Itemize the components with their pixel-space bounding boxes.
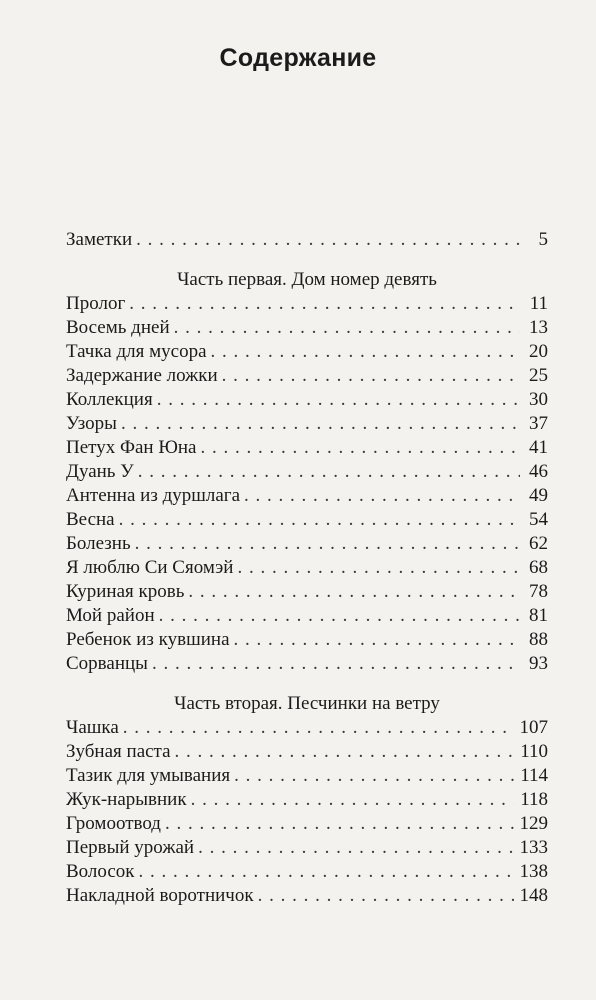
toc-entry-page: 20 bbox=[529, 341, 548, 362]
toc-entry bbox=[66, 812, 548, 836]
toc-entry-page: 133 bbox=[519, 837, 548, 858]
dot-leader bbox=[157, 388, 520, 412]
toc-entry-label: Куриная кровь bbox=[66, 581, 185, 602]
dot-leader bbox=[200, 436, 520, 460]
part-heading: Часть вторая. Песчинки на ветру bbox=[174, 693, 440, 714]
toc-entry-page: 46 bbox=[529, 461, 548, 482]
toc-entry-page: 49 bbox=[529, 485, 548, 506]
toc-entry-label: Тазик для умывания bbox=[66, 765, 231, 786]
toc-entry bbox=[66, 860, 548, 884]
dot-leader bbox=[188, 580, 520, 604]
toc-entry bbox=[66, 460, 548, 484]
dot-leader bbox=[135, 532, 520, 556]
toc-entry-page: 37 bbox=[529, 413, 548, 434]
toc-entry bbox=[66, 364, 548, 388]
toc-entry-label: Сорванцы bbox=[66, 653, 148, 674]
dot-leader bbox=[222, 364, 520, 388]
toc-entry-intro bbox=[66, 228, 548, 252]
toc-entry-label: Зубная паста bbox=[66, 741, 171, 762]
toc-entry bbox=[66, 484, 548, 508]
toc-entry bbox=[66, 740, 548, 764]
dot-leader bbox=[191, 788, 515, 812]
toc-entry-label: Весна bbox=[66, 509, 115, 530]
toc-entry-page: 129 bbox=[519, 813, 548, 834]
toc-entry bbox=[66, 764, 548, 788]
dot-leader bbox=[121, 412, 520, 436]
toc-entry-page: 13 bbox=[529, 317, 548, 338]
toc-entry bbox=[66, 508, 548, 532]
dot-leader bbox=[138, 460, 520, 484]
toc-entry-label: Волосок bbox=[66, 861, 135, 882]
toc-entry bbox=[66, 532, 548, 556]
dot-leader bbox=[119, 508, 520, 532]
toc-entry-label: Дуань У bbox=[66, 461, 134, 482]
toc-entry-page: 107 bbox=[519, 717, 548, 738]
toc-entry bbox=[66, 836, 548, 860]
toc-entry-page: 114 bbox=[520, 765, 548, 786]
toc-entry-page: 25 bbox=[529, 365, 548, 386]
toc-entry-page: 30 bbox=[529, 389, 548, 410]
toc-entry-label: Задержание ложки bbox=[66, 365, 218, 386]
toc-entry-label: Коллекция bbox=[66, 389, 153, 410]
dot-leader bbox=[129, 292, 520, 316]
dot-leader bbox=[165, 812, 514, 836]
toc-entry bbox=[66, 412, 548, 436]
toc-entry-label: Я люблю Си Сяомэй bbox=[66, 557, 234, 578]
dot-leader bbox=[234, 628, 520, 652]
toc-entry-label: Ребенок из кувшина bbox=[66, 629, 230, 650]
toc-entry-label: Громоотвод bbox=[66, 813, 161, 834]
toc-entry bbox=[66, 580, 548, 604]
dot-leader bbox=[244, 484, 520, 508]
dot-leader bbox=[175, 740, 515, 764]
toc-entry-page: 11 bbox=[529, 293, 548, 314]
dot-leader bbox=[123, 716, 514, 740]
toc-entry-page: 148 bbox=[519, 885, 548, 906]
toc-entry-page: 41 bbox=[529, 437, 548, 458]
part-heading: Часть первая. Дом номер девять bbox=[177, 269, 437, 290]
dot-leader bbox=[174, 316, 520, 340]
dot-leader bbox=[234, 764, 514, 788]
toc-entry-label: Чашка bbox=[66, 717, 119, 738]
toc-entry bbox=[66, 340, 548, 364]
dot-leader bbox=[139, 860, 514, 884]
toc-entry-label: Первый урожай bbox=[66, 837, 195, 858]
toc-entry bbox=[66, 388, 548, 412]
toc-entry bbox=[66, 884, 548, 908]
toc-entry-label: Болезнь bbox=[66, 533, 131, 554]
toc-entry bbox=[66, 628, 548, 652]
toc-entry bbox=[66, 652, 548, 676]
toc-entry bbox=[66, 788, 548, 812]
toc-entry bbox=[66, 436, 548, 460]
toc-entry-label: Тачка для мусора bbox=[66, 341, 207, 362]
toc-entry-page: 78 bbox=[529, 581, 548, 602]
toc-entry-label: Накладной воротничок bbox=[66, 885, 254, 906]
toc-entry bbox=[66, 292, 548, 316]
toc-entry-label: Мой район bbox=[66, 605, 155, 626]
toc-entry-label: Узоры bbox=[66, 413, 117, 434]
toc-entry bbox=[66, 556, 548, 580]
toc-entry-page: 110 bbox=[520, 741, 548, 762]
page-title: Содержание bbox=[219, 44, 377, 72]
toc-entry-page: 5 bbox=[538, 229, 548, 250]
dot-leader bbox=[211, 340, 520, 364]
toc-entry bbox=[66, 316, 548, 340]
dot-leader bbox=[159, 604, 520, 628]
toc-entry-page: 81 bbox=[529, 605, 548, 626]
dot-leader bbox=[152, 652, 520, 676]
toc-entry bbox=[66, 716, 548, 740]
toc-entry-label: Жук-нарывник bbox=[66, 789, 187, 810]
toc-entry-page: 118 bbox=[520, 789, 548, 810]
toc-entry bbox=[66, 604, 548, 628]
dot-leader bbox=[198, 836, 513, 860]
toc-entry-page: 138 bbox=[519, 861, 548, 882]
dot-leader bbox=[136, 228, 520, 252]
toc-entry-label: Антенна из дуршлага bbox=[66, 485, 241, 506]
dot-leader bbox=[258, 884, 514, 908]
toc-entry-page: 93 bbox=[529, 653, 548, 674]
toc-entry-page: 54 bbox=[529, 509, 548, 530]
toc-entry-label: Восемь дней bbox=[66, 317, 170, 338]
toc-entry-page: 68 bbox=[529, 557, 548, 578]
toc-entry-label: Пролог bbox=[66, 293, 126, 314]
toc-entry-label: Заметки bbox=[66, 229, 133, 250]
toc-entry-page: 88 bbox=[529, 629, 548, 650]
toc-entry-label: Петух Фан Юна bbox=[66, 437, 197, 458]
dot-leader bbox=[237, 556, 520, 580]
toc-entry-page: 62 bbox=[529, 533, 548, 554]
